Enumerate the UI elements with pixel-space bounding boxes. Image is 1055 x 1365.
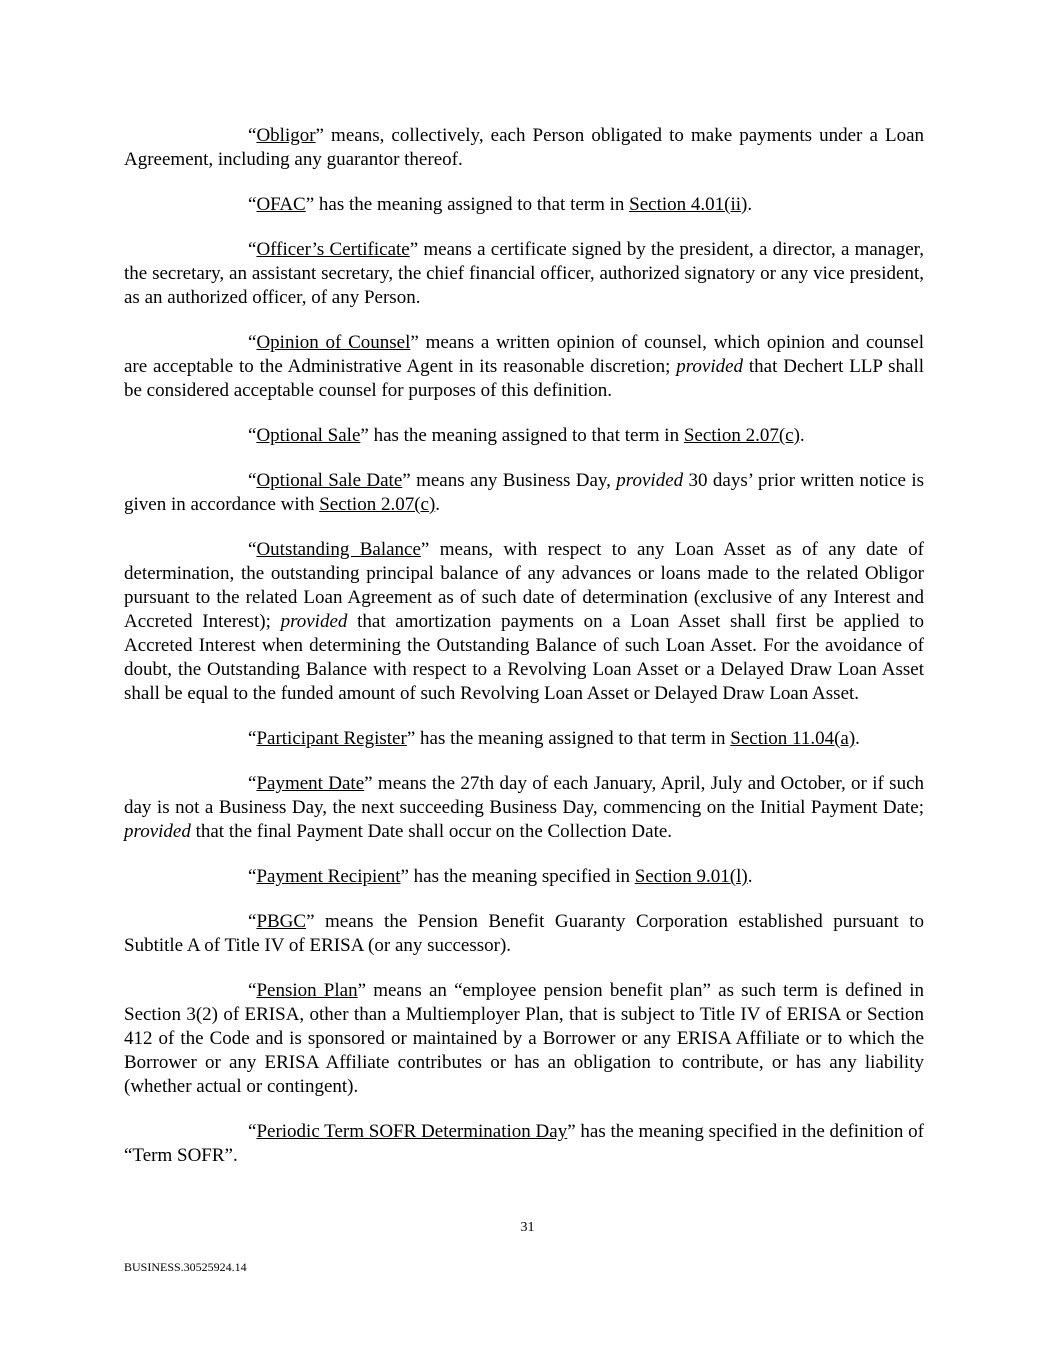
italic-text: provided	[124, 821, 191, 842]
section-reference: Section 9.01(l)	[634, 866, 748, 887]
definition-paragraph	[124, 1120, 924, 1168]
definition-paragraph	[124, 424, 924, 448]
defined-term: Obligor	[256, 125, 316, 146]
definition-paragraph	[124, 865, 924, 889]
definition-paragraph	[124, 772, 924, 844]
text-segment: ” means, collectively, each Person obligated to make payments under a Loan Agreement, including any guarantor thereof.	[124, 125, 924, 170]
text-segment: ” means the 27th day of each January, April, July and October, or if such day is not a Business Day, the next succeeding Business Day, commencing on the Initial Payment Date;	[124, 773, 925, 818]
section-reference: Section 4.01(ii)	[629, 194, 748, 215]
italic-text: provided	[280, 611, 348, 632]
defined-term: Optional Sale Date	[256, 470, 403, 491]
document-id-footer: BUSINESS.30525924.14	[124, 1260, 247, 1274]
definition-paragraph	[124, 124, 924, 172]
text-segment: ” has the meaning assigned to that term in	[406, 728, 731, 749]
text-segment: ” means an “employee pension benefit plan” as such term is defined in Section 3(2) of ERISA, other than a Multiemployer Plan, that is subject to Title IV of ERISA or Section 412 of the Code and is sponsored or maintained by a Borrower or any ERISA Affiliate or to which the Borrower or any ERISA Affiliate contributes or has an obligation to contribute, or has any liability (whether actual or contingent).	[124, 980, 925, 1097]
text-segment: that amortization payments on a Loan Asset shall first be applied to Accreted Interest when determining the Outstanding Balance of such Loan Asset. For the avoidance of doubt, the Outstanding Balance with respect to a Revolving Loan Asset or a Delayed Draw Loan Asset shall be equal to the funded amount of such Revolving Loan Asset or Delayed Draw Loan Asset.	[124, 611, 924, 704]
definition-paragraph	[124, 193, 924, 217]
text-segment: 30 days’ prior written notice is given in accordance with	[124, 470, 924, 515]
definition-paragraph	[124, 469, 924, 517]
italic-text: provided	[676, 356, 744, 377]
text-segment: “	[248, 470, 257, 491]
italic-text: provided	[616, 470, 684, 491]
defined-term: Outstanding Balance	[256, 539, 421, 560]
definition-paragraph	[124, 727, 924, 751]
text-segment: .	[435, 494, 441, 515]
text-segment: ” means a written opinion of counsel, which opinion and counsel are acceptable to the Administrative Agent in its reasonable discretion;	[124, 332, 924, 377]
definition-paragraph	[124, 910, 924, 958]
defined-term: Pension Plan	[256, 980, 358, 1001]
text-segment: “	[248, 125, 257, 146]
text-segment: “	[248, 911, 257, 932]
text-segment: “	[248, 332, 257, 353]
page-number: 31	[520, 1220, 535, 1235]
text-segment: ” means, with respect to any Loan Asset as of any date of determination, the outstanding principal balance of any advances or loans made to the related Obligor pursuant to the related Loan Agreement as of such date of determination (exclusive of any Interest and Accreted Interest);	[124, 539, 924, 632]
definition-paragraph	[124, 979, 924, 1099]
section-reference: Section 11.04(a)	[730, 728, 856, 749]
text-segment: that the final Payment Date shall occur on the Collection Date.	[190, 821, 673, 842]
defined-term: Participant Register	[256, 728, 407, 749]
defined-term: Officer’s Certificate	[256, 239, 410, 260]
text-segment: “	[248, 425, 257, 446]
defined-term: Payment Recipient	[256, 866, 401, 887]
defined-term: PBGC	[256, 911, 307, 932]
text-segment: ” has the meaning assigned to that term in	[360, 425, 684, 446]
defined-term: Opinion of Counsel	[256, 332, 411, 353]
text-segment: .	[747, 866, 753, 887]
text-segment: that Dechert LLP shall be considered acceptable counsel for purposes of this definition.	[124, 356, 924, 401]
text-segment: ” means any Business Day,	[402, 470, 617, 491]
text-segment: “	[248, 773, 257, 794]
text-segment: ” means a certificate signed by the president, a director, a manager, the secretary, an assistant secretary, the chief financial officer, authorized signatory or any vice president, as an authorized officer, of any Person.	[124, 239, 924, 308]
text-segment: ” has the meaning assigned to that term in	[305, 194, 630, 215]
definition-paragraph	[124, 331, 924, 403]
definition-paragraph	[124, 538, 924, 706]
defined-term: Optional Sale	[256, 425, 361, 446]
section-reference: Section 2.07(c)	[683, 425, 800, 446]
text-segment: .	[855, 728, 860, 749]
text-segment: “	[248, 866, 257, 887]
text-segment: “	[248, 239, 257, 260]
text-segment: ” has the meaning specified in	[400, 866, 635, 887]
text-segment: .	[799, 425, 805, 446]
text-segment: “	[248, 980, 257, 1001]
text-segment: .	[747, 194, 753, 215]
definition-paragraph	[124, 238, 924, 310]
defined-term: Periodic Term SOFR Determination Day	[256, 1121, 568, 1142]
text-segment: “	[248, 539, 257, 560]
text-segment: “	[248, 728, 257, 749]
text-segment: “	[248, 1121, 257, 1142]
defined-term: OFAC	[256, 194, 306, 215]
text-segment: ” means the Pension Benefit Guaranty Corporation established pursuant to Subtitle A of Title IV of ERISA (or any successor).	[124, 911, 924, 956]
section-reference: Section 2.07(c)	[319, 494, 436, 515]
text-segment: ” has the meaning specified in the definition of “Term SOFR”.	[124, 1121, 925, 1166]
defined-term: Payment Date	[256, 773, 365, 794]
text-segment: “	[248, 194, 257, 215]
document-body	[124, 124, 924, 1189]
